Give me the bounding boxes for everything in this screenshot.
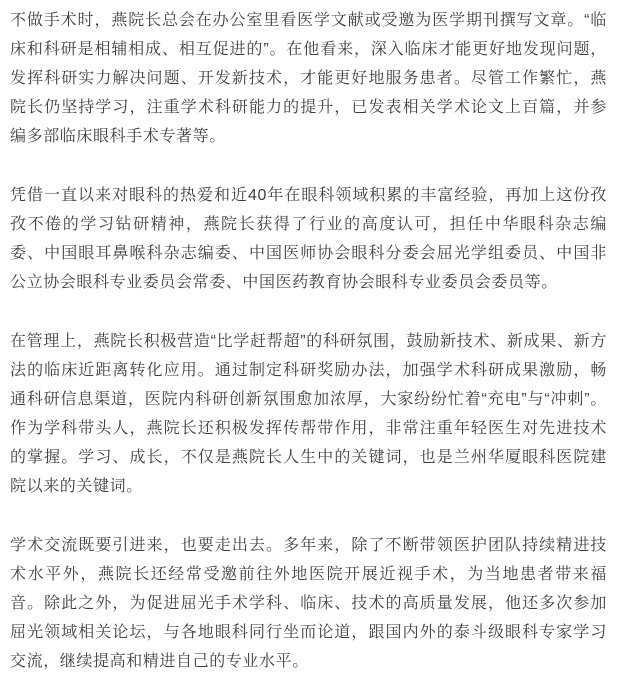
paragraph-management-research-atmosphere: 在管理上，燕院长积极营造“比学赶帮超”的科研氛围，鼓励新技术、新成果、新方法的临床近距离转化应用。通过制定科研奖励办法，加强学术科研成果激励，畅通科研信息渠道，医院内科研创新氛围愈加浓厚，大家纷纷忙着“充电”与“冲刺”。作为学科带头人，燕院长还积极发挥传帮带作用，非常注重年轻医生对先进技术的掌握。学习、成长，不仅是燕院长人生中的关键词，也是兰州华厦眼科医院建院以来的关键词。 — [10, 333, 607, 495]
paragraph-clinical-research: 不做手术时，燕院长总会在办公室里看医学文献或受邀为医学期刊撰写文章。“临床和科研是相辅相成、相互促进的”。在他看来，深入临床才能更好地发现问题，发挥科研实力解决问题、开发新技术，才能更好地服务患者。尽管工作繁忙，燕院长仍坚持学习，注重学术科研能力的提升，已发表相关学术论文上百篇，并参编多部临床眼科手术专著等。 — [10, 12, 607, 145]
paragraph-academic-exchange: 学术交流既要引进来，也要走出去。多年来，除了不断带领医护团队持续精进技术水平外，燕院长还经常受邀前往外地医院开展近视手术，为当地患者带来福音。除此之外，为促进屈光手术学科、临床、技术的高质量发展，他还多次参加屈光领域相关论坛，与各地眼科同行坐而论道，跟国内外的泰斗级眼科专家学习交流，继续提高和精进自己的专业水平。 — [10, 537, 607, 670]
paragraph-industry-recognition: 凭借一直以来对眼科的热爱和近40年在眼科领域积累的丰富经验，再加上这份孜孜不倦的学习钻研精神，燕院长获得了行业的高度认可，担任中华眼科杂志编委、中国眼耳鼻喉科杂志编委、中国医师协会眼科分委会屈光学组委员、中国非公立协会眼科专业委员会常委、中国医药教育协会眼科专业委员会委员等。 — [10, 187, 607, 291]
